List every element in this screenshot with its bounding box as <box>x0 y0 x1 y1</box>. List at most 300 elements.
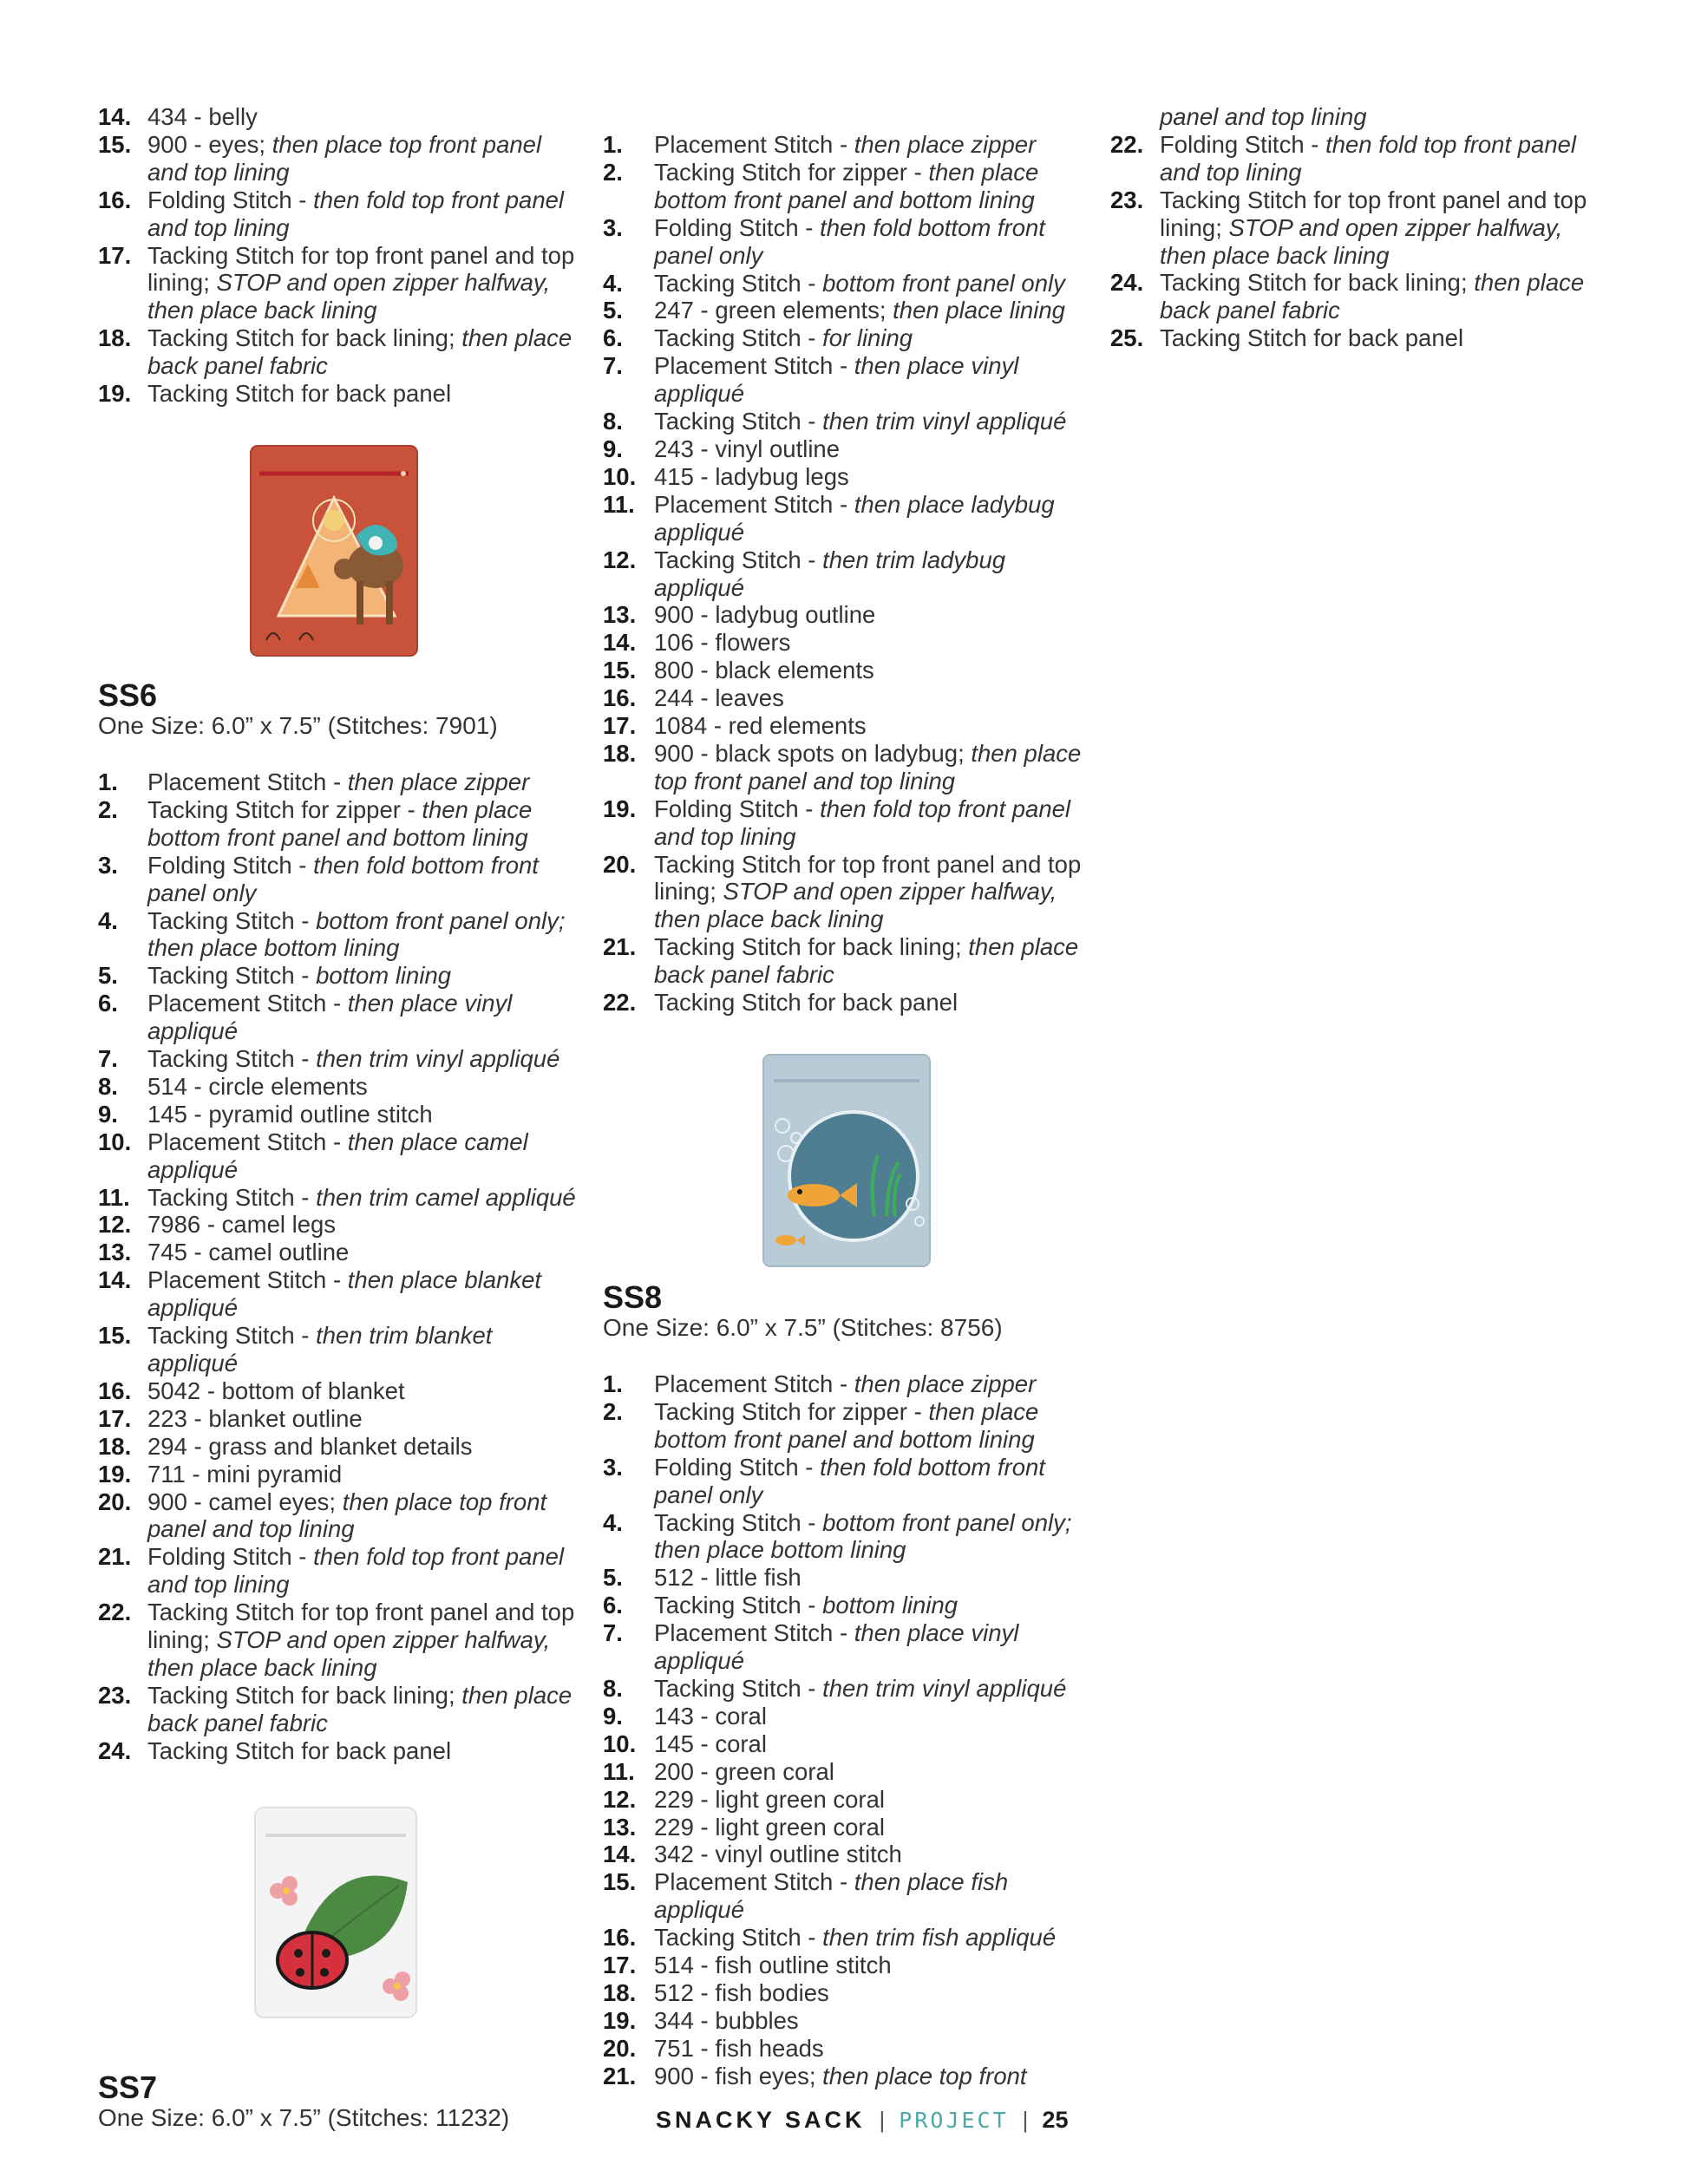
ss8-steps-list-continued <box>1110 131 1596 352</box>
step-instruction: 5042 - bottom of blanket <box>147 1376 405 1404</box>
step-instruction: 244 - leaves <box>654 684 784 712</box>
step-instruction: Tacking Stitch for back panel <box>147 1736 452 1764</box>
step-item <box>98 103 584 131</box>
step-item <box>98 1101 584 1128</box>
step-item <box>603 1592 1089 1619</box>
step-instruction: 145 - pyramid outline stitch <box>147 1100 433 1128</box>
step-number: 4. <box>603 1508 623 1536</box>
step-text <box>654 2035 1089 2063</box>
step-text <box>654 712 1089 740</box>
step-note: then place bottom front panel and bottom lining <box>654 1397 1039 1453</box>
step-instruction: 751 - fish heads <box>654 2034 824 2062</box>
step-item <box>603 1564 1089 1592</box>
step-text <box>654 491 1089 546</box>
step-instruction: Tacking Stitch for top front panel and top lining; <box>147 1599 575 1654</box>
step-item <box>1110 131 1596 186</box>
step-item <box>603 2035 1089 2063</box>
ss7-steps-list <box>603 131 1089 1017</box>
step-item <box>98 1682 584 1737</box>
step-item <box>98 131 584 186</box>
step-text <box>654 1509 1089 1565</box>
step-number: 17. <box>603 1952 637 1979</box>
step-note: then place top front panel and top lining <box>147 130 542 186</box>
step-item <box>98 852 584 907</box>
step-item <box>603 352 1089 408</box>
step-instruction: Placement Stitch - <box>654 131 854 158</box>
step-note: then place vinyl appliqué <box>654 352 1019 408</box>
step-instruction: Placement Stitch - <box>654 352 854 380</box>
step-instruction: Tacking Stitch for top front panel and top lining; <box>147 241 575 297</box>
step-text <box>654 435 1089 463</box>
step-text <box>147 1184 584 1212</box>
step-text <box>147 103 584 131</box>
step-number: 17. <box>603 712 637 740</box>
step-item <box>603 1924 1089 1952</box>
step-item <box>603 1703 1089 1730</box>
step-item <box>98 962 584 990</box>
step-number: 17. <box>98 1404 132 1432</box>
step-item <box>1110 186 1596 270</box>
step-note: bottom lining <box>822 1592 958 1619</box>
step-note: then trim ladybug appliqué <box>654 546 1006 601</box>
step-text <box>654 1979 1089 2007</box>
step-note: then place back panel fabric <box>654 933 1079 989</box>
step-instruction: 711 - mini pyramid <box>147 1460 343 1488</box>
step-number: 8. <box>603 1674 623 1702</box>
step-number: 10. <box>603 462 637 490</box>
step-number: 21. <box>98 1543 132 1571</box>
step-text <box>147 1101 584 1128</box>
step-number: 9. <box>603 435 623 462</box>
step-text <box>654 1454 1089 1509</box>
step-text <box>654 601 1089 629</box>
step-instruction: 344 - bubbles <box>654 2006 799 2034</box>
step-text <box>147 1737 584 1765</box>
step-number: 8. <box>603 408 623 435</box>
step-text <box>654 684 1089 712</box>
step-item <box>98 242 584 325</box>
footer-section: PROJECT <box>899 2107 1009 2133</box>
step-instruction: Tacking Stitch for back lining; <box>147 1681 462 1709</box>
step-number: 12. <box>603 1785 637 1813</box>
step-text <box>654 408 1089 435</box>
step-number: 4. <box>98 906 118 934</box>
step-item <box>603 1786 1089 1814</box>
step-item <box>603 324 1089 352</box>
step-text <box>654 1758 1089 1786</box>
step-item <box>98 796 584 852</box>
step-text <box>654 1868 1089 1924</box>
step-instruction: 342 - vinyl outline stitch <box>654 1841 902 1868</box>
step-text <box>147 1239 584 1266</box>
step-text <box>654 629 1089 657</box>
step-number: 13. <box>603 601 637 629</box>
step-instruction: Folding Stitch - <box>1160 130 1326 158</box>
ss8-bag-photo <box>760 1051 933 1270</box>
step-instruction: 900 - black spots on ladybug; <box>654 739 972 767</box>
step-text <box>654 1703 1089 1730</box>
step-instruction: 900 - ladybug outline <box>654 601 876 629</box>
step-number: 15. <box>98 130 132 158</box>
step-number: 1. <box>98 768 118 795</box>
step-number: 1. <box>603 131 623 158</box>
step-text <box>654 851 1089 934</box>
step-item <box>603 933 1089 989</box>
step-text <box>654 1786 1089 1814</box>
step-item <box>98 1405 584 1433</box>
step-item <box>603 297 1089 324</box>
step-item <box>603 491 1089 546</box>
step-item <box>603 1509 1089 1565</box>
step-instruction: 514 - circle elements <box>147 1072 368 1100</box>
step-instruction: Tacking Stitch for back lining; <box>654 933 969 961</box>
step-item <box>603 546 1089 602</box>
step-text <box>654 1924 1089 1952</box>
step-item <box>603 2063 1089 2090</box>
step-instruction: 7986 - camel legs <box>147 1211 337 1239</box>
step-text <box>147 1211 584 1239</box>
step-number: 16. <box>603 1924 637 1952</box>
step-number: 22. <box>98 1599 132 1626</box>
step-item <box>603 851 1089 934</box>
step-instruction: Folding Stitch - <box>654 213 821 241</box>
step-text <box>147 1377 584 1405</box>
step-instruction: Tacking Stitch for back panel <box>654 989 958 1017</box>
step-text <box>654 1841 1089 1868</box>
step-item <box>98 1543 584 1599</box>
step-number: 20. <box>98 1488 132 1515</box>
step-item <box>98 1073 584 1101</box>
step-instruction: Tacking Stitch - <box>147 1045 317 1073</box>
step-note: then trim fish appliqué <box>822 1924 1057 1952</box>
step-text <box>147 1045 584 1073</box>
step-instruction: 512 - little fish <box>654 1564 801 1592</box>
step-instruction: 243 - vinyl outline <box>654 435 841 462</box>
ss8-title: SS8 <box>603 1279 663 1315</box>
step-instruction: 229 - light green coral <box>654 1813 885 1841</box>
step-text <box>654 1619 1089 1675</box>
step-note: then place zipper <box>854 1370 1037 1397</box>
step-note: then fold bottom front panel only <box>147 851 539 906</box>
ss8-step-continuation: panel and top lining <box>1160 103 1367 130</box>
step-item <box>98 1128 584 1184</box>
step-instruction: Placement Stitch - <box>147 1266 348 1294</box>
step-item <box>98 1322 584 1377</box>
step-text <box>147 131 584 186</box>
step-item <box>603 270 1089 298</box>
ss7-size: One Size: 6.0” x 7.5” (Stitches: 11232) <box>98 2103 510 2131</box>
step-instruction: 200 - green coral <box>654 1757 834 1785</box>
step-number: 14. <box>98 103 132 130</box>
step-item <box>603 657 1089 684</box>
step-note: then place vinyl appliqué <box>654 1619 1019 1675</box>
step-item <box>98 1433 584 1461</box>
step-note: then place fish appliqué <box>654 1868 1009 1924</box>
step-item <box>98 324 584 380</box>
step-item <box>603 712 1089 740</box>
step-number: 2. <box>98 795 118 823</box>
step-number: 4. <box>603 269 623 297</box>
step-instruction: Tacking Stitch for back panel <box>147 380 452 408</box>
step-text <box>654 795 1089 851</box>
step-item <box>603 795 1089 851</box>
step-note: then place lining <box>893 297 1065 324</box>
step-note: then place bottom front panel and bottom lining <box>147 795 533 851</box>
step-instruction: 514 - fish outline stitch <box>654 1952 892 1979</box>
step-text <box>147 907 584 963</box>
step-item <box>603 1398 1089 1454</box>
step-text <box>147 1433 584 1461</box>
step-number: 10. <box>98 1128 132 1155</box>
step-instruction: Tacking Stitch - <box>654 546 823 573</box>
step-number: 9. <box>603 1702 623 1730</box>
step-item <box>603 601 1089 629</box>
step-number: 15. <box>603 657 637 684</box>
step-number: 21. <box>603 933 637 961</box>
step-note: then trim vinyl appliqué <box>822 408 1067 435</box>
step-instruction: Tacking Stitch - <box>654 1674 823 1702</box>
step-text <box>654 463 1089 491</box>
step-number: 12. <box>98 1211 132 1239</box>
step-number: 11. <box>603 490 635 518</box>
step-text <box>147 1322 584 1377</box>
step-text <box>654 159 1089 214</box>
step-text <box>147 1405 584 1433</box>
step-note: then fold top front panel and top lining <box>654 794 1071 850</box>
ss7-bag-photo <box>252 1804 420 2021</box>
page-footer <box>656 2102 1068 2137</box>
step-instruction: Tacking Stitch for back panel <box>1160 324 1464 352</box>
step-text <box>654 2007 1089 2035</box>
footer-title: SNACKY SACK <box>656 2106 866 2133</box>
step-text <box>147 852 584 907</box>
step-number: 11. <box>98 1183 130 1211</box>
step-text <box>147 186 584 242</box>
step-text <box>1160 186 1596 270</box>
step-instruction: 900 - camel eyes; <box>147 1488 343 1515</box>
step-instruction: Tacking Stitch for zipper - <box>654 158 929 186</box>
step-number: 21. <box>603 2062 637 2089</box>
step-note: STOP and open zipper halfway, then place back lining <box>147 1626 551 1681</box>
step-item <box>98 1737 584 1765</box>
ss6-steps-list <box>98 768 584 1765</box>
step-note: bottom lining <box>316 962 452 990</box>
step-text <box>147 1599 584 1682</box>
step-note: then fold top front panel and top lining <box>147 186 565 241</box>
step-instruction: Tacking Stitch - <box>654 1592 823 1619</box>
step-number: 18. <box>98 1432 132 1460</box>
step-instruction: Folding Stitch - <box>147 1543 314 1571</box>
step-number: 11. <box>603 1757 635 1785</box>
step-number: 19. <box>98 380 132 408</box>
step-note: then place back panel fabric <box>147 1681 572 1736</box>
step-text <box>654 740 1089 795</box>
step-number: 18. <box>603 739 637 767</box>
step-item <box>98 990 584 1045</box>
step-item <box>603 2007 1089 2035</box>
step-number: 17. <box>98 241 132 269</box>
step-number: 5. <box>603 1564 623 1592</box>
step-item <box>98 907 584 963</box>
column-3 <box>1110 103 1596 352</box>
step-item <box>603 1730 1089 1758</box>
step-note: then fold bottom front panel only <box>654 1453 1045 1508</box>
step-instruction: 106 - flowers <box>654 629 791 657</box>
step-number: 3. <box>98 851 118 879</box>
ss8-steps-list <box>603 1370 1089 2090</box>
step-note: then place vinyl appliqué <box>147 990 513 1045</box>
step-number: 22. <box>603 989 637 1017</box>
step-item <box>603 1979 1089 2007</box>
step-text <box>1160 269 1596 324</box>
step-number: 7. <box>603 352 623 380</box>
step-item <box>98 1377 584 1405</box>
step-item <box>1110 324 1596 352</box>
step-instruction: 434 - belly <box>147 103 258 130</box>
step-text <box>147 1128 584 1184</box>
step-number: 12. <box>603 546 637 573</box>
step-number: 19. <box>603 2006 637 2034</box>
step-instruction: Tacking Stitch - <box>147 962 317 990</box>
step-number: 19. <box>98 1460 132 1488</box>
step-instruction: 145 - coral <box>654 1730 767 1757</box>
step-number: 7. <box>98 1045 118 1073</box>
step-item <box>603 1841 1089 1868</box>
step-instruction: Folding Stitch - <box>654 1453 821 1481</box>
step-item <box>1110 269 1596 324</box>
step-text <box>147 1266 584 1322</box>
step-number: 19. <box>603 794 637 822</box>
steps-continued-list <box>98 103 584 408</box>
step-number: 13. <box>603 1813 637 1841</box>
step-item <box>98 1461 584 1488</box>
step-instruction: 223 - blanket outline <box>147 1404 363 1432</box>
step-instruction: Tacking Stitch - <box>654 324 823 352</box>
step-item <box>603 435 1089 463</box>
step-number: 1. <box>603 1370 623 1397</box>
step-instruction: 229 - light green coral <box>654 1785 885 1813</box>
step-item <box>603 684 1089 712</box>
step-instruction: Placement Stitch - <box>654 1868 854 1896</box>
step-item <box>98 768 584 796</box>
step-text <box>654 324 1089 352</box>
ss8-size: One Size: 6.0” x 7.5” (Stitches: 8756) <box>603 1314 1003 1341</box>
step-item <box>98 1045 584 1073</box>
step-item <box>603 159 1089 214</box>
step-item <box>603 1675 1089 1703</box>
step-instruction: Tacking Stitch - <box>654 1924 823 1952</box>
step-text <box>654 933 1089 989</box>
step-number: 13. <box>98 1239 132 1266</box>
step-number: 9. <box>98 1100 118 1128</box>
step-note: then fold bottom front panel only <box>654 213 1045 269</box>
step-text <box>147 1488 584 1544</box>
step-instruction: Placement Stitch - <box>654 490 854 518</box>
step-instruction: Placement Stitch - <box>147 1128 348 1155</box>
step-note: then trim vinyl appliqué <box>316 1045 560 1073</box>
step-number: 5. <box>98 962 118 990</box>
step-number: 20. <box>603 850 637 878</box>
step-instruction: 294 - grass and blanket details <box>147 1432 473 1460</box>
step-text <box>147 324 584 380</box>
step-note: then place back panel fabric <box>1160 269 1585 324</box>
footer-separator: | <box>1022 2106 1029 2133</box>
step-text <box>147 242 584 325</box>
step-item <box>98 186 584 242</box>
step-text <box>654 1675 1089 1703</box>
step-note: bottom front panel only; then place bottom lining <box>147 906 566 962</box>
step-item <box>603 989 1089 1017</box>
step-text <box>654 214 1089 270</box>
step-item <box>603 1952 1089 1979</box>
step-item <box>603 1758 1089 1786</box>
step-number: 3. <box>603 1453 623 1481</box>
step-number: 6. <box>603 324 623 352</box>
step-number: 16. <box>98 186 132 213</box>
step-number: 18. <box>98 324 132 352</box>
step-instruction: Placement Stitch - <box>654 1619 854 1647</box>
step-note: STOP and open zipper halfway, then place back lining <box>1160 213 1563 269</box>
step-item <box>603 408 1089 435</box>
step-note: then place blanket appliqué <box>147 1266 542 1322</box>
step-text <box>147 990 584 1045</box>
step-note: then place zipper <box>347 768 530 795</box>
step-item <box>98 1266 584 1322</box>
step-text <box>654 297 1089 324</box>
step-number: 6. <box>603 1592 623 1619</box>
step-instruction: 900 - fish eyes; <box>654 2062 823 2089</box>
step-text <box>147 1682 584 1737</box>
step-instruction: Placement Stitch - <box>147 768 348 795</box>
step-instruction: Tacking Stitch - <box>147 1183 317 1211</box>
step-item <box>603 1868 1089 1924</box>
step-item <box>603 740 1089 795</box>
step-instruction: Folding Stitch - <box>147 851 314 879</box>
step-instruction: 900 - eyes; <box>147 130 272 158</box>
step-item <box>98 1488 584 1544</box>
step-instruction: 512 - fish bodies <box>654 1978 829 2006</box>
step-note: then place top front <box>822 2062 1027 2089</box>
step-text <box>654 352 1089 408</box>
step-text <box>654 657 1089 684</box>
step-note: then place bottom front panel and bottom lining <box>654 158 1039 213</box>
step-text <box>654 1564 1089 1592</box>
step-text <box>147 380 584 408</box>
step-text <box>654 131 1089 159</box>
step-note: then trim blanket appliqué <box>147 1322 493 1376</box>
step-number: 14. <box>603 629 637 657</box>
step-instruction: Tacking Stitch for back lining; <box>147 324 462 352</box>
step-item <box>603 1454 1089 1509</box>
step-note: then place camel appliqué <box>147 1128 528 1183</box>
step-item <box>603 214 1089 270</box>
step-text <box>654 270 1089 298</box>
ss8-fish <box>788 1184 840 1206</box>
step-instruction: Tacking Stitch - <box>147 906 317 934</box>
step-instruction: Tacking Stitch - <box>654 269 823 297</box>
step-note: for lining <box>822 324 913 352</box>
ss7-title: SS7 <box>98 2069 158 2105</box>
step-number: 16. <box>603 684 637 712</box>
step-text <box>654 1814 1089 1841</box>
step-instruction: Tacking Stitch for zipper - <box>147 795 422 823</box>
step-text <box>1160 324 1596 352</box>
step-instruction: Folding Stitch - <box>147 186 314 213</box>
step-note: STOP and open zipper halfway, then place back lining <box>654 878 1057 933</box>
step-number: 24. <box>1110 269 1144 297</box>
step-item <box>603 1619 1089 1675</box>
step-item <box>98 1211 584 1239</box>
